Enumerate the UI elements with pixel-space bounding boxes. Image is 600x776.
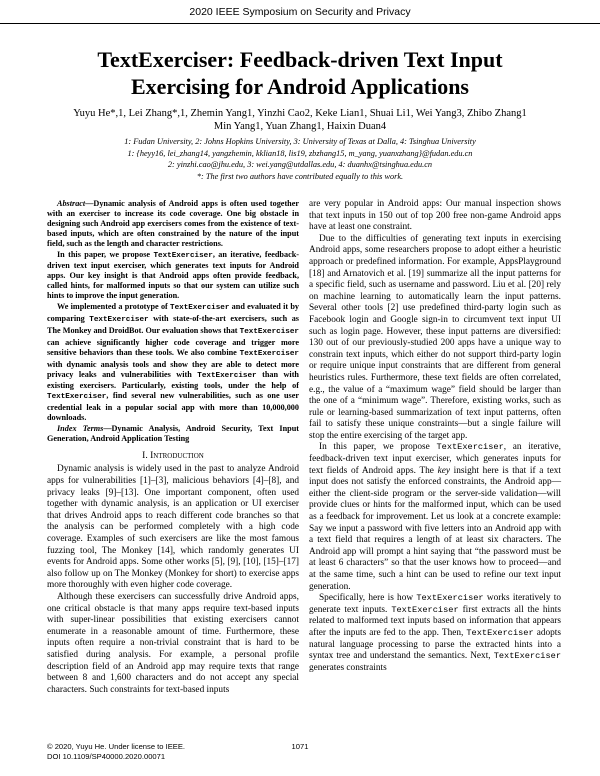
abstract: [47, 199, 299, 444]
author-list: [40, 108, 560, 133]
right-column: [309, 199, 561, 674]
affiliations: [40, 136, 560, 182]
abstract-paragraph-1: Abstract—Dynamic analysis of Android apps is often used together with an exerciser to increase its code coverage. One big obstacle in designing such Android app exercisers comes from the existence of text-based inputs, which are often constrained by the nature of the input field, such as the length and character restrictions.: [47, 199, 299, 248]
affiliation-line-2: 1: {heyy16, lei_zhang14, yangzhemin, kklian18, lis19, zbzhang15, m_yang, yuanxzhang}@fudan.edu.cn: [127, 148, 473, 158]
title-line-1: TextExerciser: Feedback-driven Text Input: [97, 47, 503, 72]
page-number: 1071: [291, 742, 309, 751]
left-column: [47, 199, 299, 696]
section-heading-introduction: I. Introduction: [142, 449, 204, 461]
abstract-lead: Abstract: [57, 199, 86, 208]
paper-title: [50, 46, 550, 100]
intro-paragraph-4: Due to the difficulties of generating text inputs in exercising Android apps, some researchers propose to adopt either a heuristic approach or predefined information. For example, AppsPlayground [18] and Arnatovich et al. [19] summarize all the input patterns for a specific field, such as username and password. Liu et al. [20] rely on machine learning to automatically learn the input patterns. Several other tools [2] use predefined third-party login such as Facebook login and Google sign-in to circumvent text input UI such as login page. However, these input patterns are diversified: 130 out of our previously-studied 200 apps have a unique way to constrain text inputs, which either do not support third-party login or require unique input constraints that are different from general heuristics rules. Furthermore, these text fields are often correlated, e.g., the value of a “maximum wage” field should be larger than the one of a “minimum wage”. Therefore, existing works, such as rule or learning-based summarization of text input patterns, often fail to satisfy these unique constraints—but a single failure will stop the entire exercising of the target app.: [309, 233, 561, 441]
header-rule: [0, 23, 600, 24]
copyright-line: © 2020, Yuyu He. Under license to IEEE.: [47, 742, 186, 751]
authors-line-2: Min Yang1, Yuan Zhang1, Haixin Duan4: [213, 120, 387, 132]
doi-line: DOI 10.1109/SP40000.2020.00071: [47, 752, 166, 761]
authors-line-1: Yuyu He*,1, Lei Zhang*,1, Zhemin Yang1, Yinzhi Cao2, Keke Lian1, Shuai Li1, Wei Yang3, Zhibo Zhang1: [73, 108, 527, 119]
equal-contribution-note: *: The first two authors have contributed equally to this work.: [196, 171, 404, 181]
title-line-2: Exercising for Android Applications: [130, 74, 469, 99]
intro-paragraph-6: Specifically, here is how TextExerciser works iteratively to generate text inputs. TextExerciser first extracts all the hints related to malformed text inputs based on information that appears after the inputs are fed to the app. Then, TextExerciser adopts natural language processing to parse the extracted hints into a syntax tree and understand the semantics. Next, TextExerciser generates constraints: [309, 593, 561, 673]
abstract-paragraph-3: We implemented a prototype of TextExerciser and evaluated it by comparing TextExerciser with state-of-the-art exercisers, such as The Monkey and DroidBot. Our evaluation shows that TextExerciser can achieve significantly higher code coverage and trigger more sensitive behaviors than these tools. We also combine TextExerciser with dynamic analysis tools and show they are able to detect more privacy leaks and vulnerabilities with TextExerciser than with existing exercisers. Particularly, existing tools, under the help of TextExerciser, find several new vulnerabilities, such as one user credential leak in a popular social app with more than 10,000,000 downloads.: [47, 302, 299, 423]
venue-header: 2020 IEEE Symposium on Security and Privacy: [189, 6, 411, 18]
intro-paragraph-3: are very popular in Android apps: Our manual inspection shows that text inputs in 150 out of top 200 free non-game Android apps have at least one constraint.: [309, 199, 561, 233]
intro-paragraph-5: In this paper, we propose TextExerciser, an iterative, feedback-driven text input exerciser, which generates inputs for text fields of Android apps. The key insight here is that if a text input does not satisfy the enforced constraints, the Android app—either the client-side program or the server-side validation—will provide clues or hints for the malformed input, which can be used as a feedback for improvement. Let us look at a concrete example: Say we input a password with five letters into an Android app with a text field that requires a length of at least six characters. The Android app will prompt a hint saying that “the password must be at least 6 characters” so that the user knows how to proceed—and at the same time, such a hint can be used to refine our text input generation.: [309, 442, 562, 592]
index-terms: Index Terms—Dynamic Analysis, Android Security, Text Input Generation, Android Application Testing: [47, 424, 299, 443]
abstract-paragraph-2: In this paper, we propose TextExerciser, an iterative, feedback-driven text input exerciser, which generates text inputs for Android apps. Our key insight is that Android apps often provide feedback, called hints, for malformed inputs so that our system can utilize such hints to improve the input generation.: [47, 249, 299, 301]
intro-paragraph-2: Although these exercisers can successfully drive Android apps, one critical obstacle is that many apps require text-based inputs with super-linear possibilities that existing exercisers cannot enumerate in a reasonable amount of time. Furthermore, these inputs often require a non-trivial constraint that is hard to be satisfied during analysis. For example, a personal profile description field of an Android app may require texts that range between 8 and 1,600 characters and do not accept any special characters. Such constraints for text-based inputs: [47, 591, 299, 695]
affiliation-line-3: 2: yinzhi.cao@jhu.edu, 3: wei.yang@utdallas.edu, 4: duanhx@tsinghua.edu.cn: [167, 160, 433, 170]
intro-paragraph-1: Dynamic analysis is widely used in the past to analyze Android apps for vulnerabilities [1]–[3], malicious behaviors [4]–[8], and privacy leaks [9]–[13]. One important component, often used together with dynamic analysis, is an application or UI exerciser that drives Android apps to reach different code branches so that the analysis can be performed completely with a high code coverage. Examples of such exercisers are like the most famous fuzzing tool, The Monkey [14], which randomly generates UI events for Android apps. Some other works [5], [9], [10], [15]–[17] also follow up on The Monkey (Monkey for short) to exercise apps more thoroughly with even higher code coverage.: [47, 464, 299, 591]
affiliation-line-1: 1: Fudan University, 2: Johns Hopkins University, 3: University of Texas at Dalla, 4: Tsinghua University: [124, 137, 476, 146]
